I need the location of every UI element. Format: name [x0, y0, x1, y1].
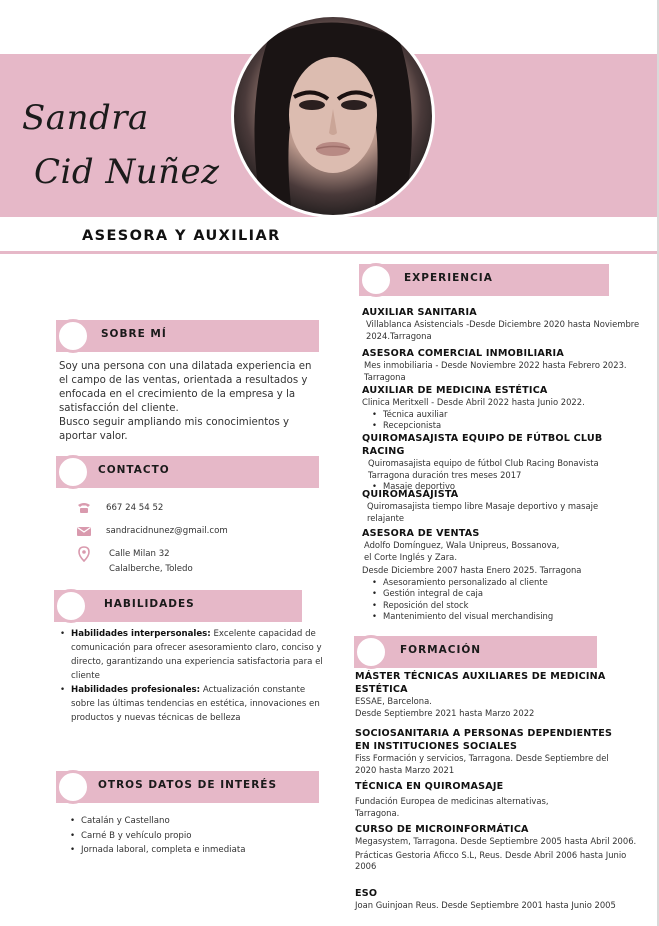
section-dot	[359, 263, 393, 297]
last-name: Cid Nuñez	[34, 152, 220, 192]
about-title: SOBRE MÍ	[101, 328, 167, 340]
contact-title: CONTACTO	[98, 464, 170, 476]
skill-item	[60, 627, 324, 683]
course-detail: Joan Guinjoan Reus. Desde Septiembre 2001 hasta Junio 2005	[355, 900, 616, 910]
job-task: • Mantenimiento del visual merchandising	[372, 611, 582, 623]
phone-icon	[76, 500, 92, 516]
course-detail: Fundación Europea de medicinas alternativas, Tarragona.	[355, 796, 549, 818]
course-detail: Fiss Formación y servicios, Tarragona. Desde Septiembre del 2020 hasta Marzo 2021	[355, 753, 609, 775]
course-detail: Prácticas Gestoria Aficco S.L, Reus. Desde Abril 2006 hasta Junio 2006	[355, 849, 627, 871]
course-detail: Megasystem, Tarragona. Desde Septiembre 2005 hasta Abril 2006.	[355, 836, 637, 846]
other-item: • Carné B y vehículo propio	[70, 829, 270, 844]
education-item	[355, 727, 625, 776]
job-task: • Técnica auxiliar	[372, 409, 644, 421]
course-detail: Desde Septiembre 2021 hasta Marzo 2022	[355, 707, 535, 718]
course-title: ESO	[355, 888, 378, 899]
education-title: FORMACIÓN	[400, 644, 482, 656]
job-detail: Quiromasajista equipo de fútbol Club Racing Bonavista Tarragona duración tres meses 2017	[368, 458, 599, 480]
education-header	[354, 636, 597, 668]
job-detail: Quiromasajista tiempo libre Masaje deportivo y masaje relajante	[367, 501, 599, 523]
location-pin-icon	[76, 546, 92, 562]
education-item	[355, 887, 651, 912]
skill-item	[60, 683, 324, 725]
job-role: QUIROMASAJISTA	[362, 489, 459, 500]
job-task: • Reposición del stock	[372, 600, 582, 612]
section-dot	[56, 770, 90, 804]
job-tasks	[372, 409, 644, 432]
contact-header	[56, 456, 319, 488]
job-detail: Villablanca Asistencials -Desde Diciembre 2020 hasta Noviembre 2024.Tarragona	[366, 319, 640, 341]
other-item: • Catalán y Castellano	[70, 814, 270, 829]
experience-item	[362, 432, 644, 493]
job-role: AUXILIAR DE MEDICINA ESTÉTICA	[362, 385, 548, 396]
skills-list	[60, 627, 324, 725]
skill-text: Actualización constante sobre las últimas tendencias en estética, innovaciones en productos y nuevas técnicas de belleza	[71, 685, 320, 723]
section-dot	[56, 455, 90, 489]
job-title: ASESORA Y AUXILIAR	[82, 228, 281, 244]
other-header	[56, 771, 319, 803]
course-title: CURSO DE MICROINFORMÁTICA	[355, 824, 529, 835]
about-text	[59, 360, 321, 444]
other-item: • Jornada laboral, completa e inmediata	[70, 843, 270, 858]
skill-text: Excelente capacidad de comunicación para ofrecer asesoramiento claro, conciso y directo, garantizando una experiencia satisfactoria para el cliente	[71, 629, 323, 681]
address-line: Calalberche, Toledo	[109, 564, 193, 574]
course-detail: ESSAE, Barcelona.	[355, 696, 432, 706]
skills-title: HABILIDADES	[104, 598, 195, 610]
job-task: • Recepcionista	[372, 420, 644, 432]
job-detail: Clinica Meritxell - Desde Abril 2022 hasta Junio 2022.	[362, 397, 585, 407]
experience-item	[362, 384, 644, 432]
address	[109, 547, 193, 577]
experience-item	[362, 347, 644, 383]
education-item	[355, 823, 647, 873]
experience-item	[362, 488, 644, 524]
other-list	[70, 814, 270, 858]
header-divider	[0, 251, 659, 254]
experience-item	[362, 527, 644, 623]
mail-icon	[76, 523, 92, 539]
job-role: ASESORA COMERCIAL INMOBILIARIA	[362, 348, 564, 359]
first-name: Sandra	[22, 98, 149, 138]
education-item	[355, 670, 623, 719]
job-role: ASESORA DE VENTAS	[362, 528, 480, 539]
portrait-illustration	[234, 17, 432, 215]
email-address[interactable]: sandracidnunez@gmail.com	[106, 526, 228, 536]
job-task: • Gestión integral de caja	[372, 588, 582, 600]
phone-number[interactable]: 667 24 54 52	[106, 503, 164, 513]
about-header	[56, 320, 319, 352]
course-title: SOCIOSANITARIA A PERSONAS DEPENDIENTES EN INSTITUCIONES SOCIALES	[355, 728, 613, 752]
job-tasks	[372, 577, 582, 623]
skills-header	[54, 590, 302, 622]
address-line: Calle Milan 32	[109, 549, 170, 559]
section-dot	[54, 589, 88, 623]
experience-header	[359, 264, 609, 296]
skill-title: Habilidades profesionales:	[71, 685, 201, 695]
experience-title: EXPERIENCIA	[404, 272, 493, 284]
skill-title: Habilidades interpersonales:	[71, 629, 211, 639]
experience-item	[362, 306, 644, 342]
course-title: MÁSTER TÉCNICAS AUXILIARES DE MEDICINA ESTÉTICA	[355, 671, 606, 695]
job-task: • Asesoramiento personalizado al cliente	[372, 577, 582, 589]
job-detail: Desde Diciembre 2007 hasta Enero 2025. Tarragona	[362, 565, 582, 575]
job-detail: Mes inmobiliaria - Desde Noviembre 2022 hasta Febrero 2023. Tarragona	[364, 360, 627, 382]
other-title: OTROS DATOS DE INTERÉS	[98, 779, 278, 791]
course-title: TÉCNICA EN QUIROMASAJE	[355, 781, 504, 792]
job-task: • Masaje deportivo	[372, 481, 644, 493]
profile-photo	[231, 14, 435, 218]
job-role: AUXILIAR SANITARIA	[362, 307, 477, 318]
section-dot	[354, 635, 388, 669]
section-dot	[56, 319, 90, 353]
about-paragraph: Soy una persona con una dilatada experiencia en el campo de las ventas, orientada a resultados y enfocada en el crecimiento de la empresa y la satisfacción del cliente.	[59, 361, 312, 414]
job-detail: Adolfo Domínguez, Wala Unipreus, Bossanova, el Corte Inglés y Zara.	[364, 540, 560, 562]
education-item	[355, 780, 585, 819]
about-paragraph: Busco seguir ampliando mis conocimientos y aportar valor.	[59, 417, 290, 442]
job-role: QUIROMASAJISTA EQUIPO DE FÚTBOL CLUB RACING	[362, 433, 603, 457]
